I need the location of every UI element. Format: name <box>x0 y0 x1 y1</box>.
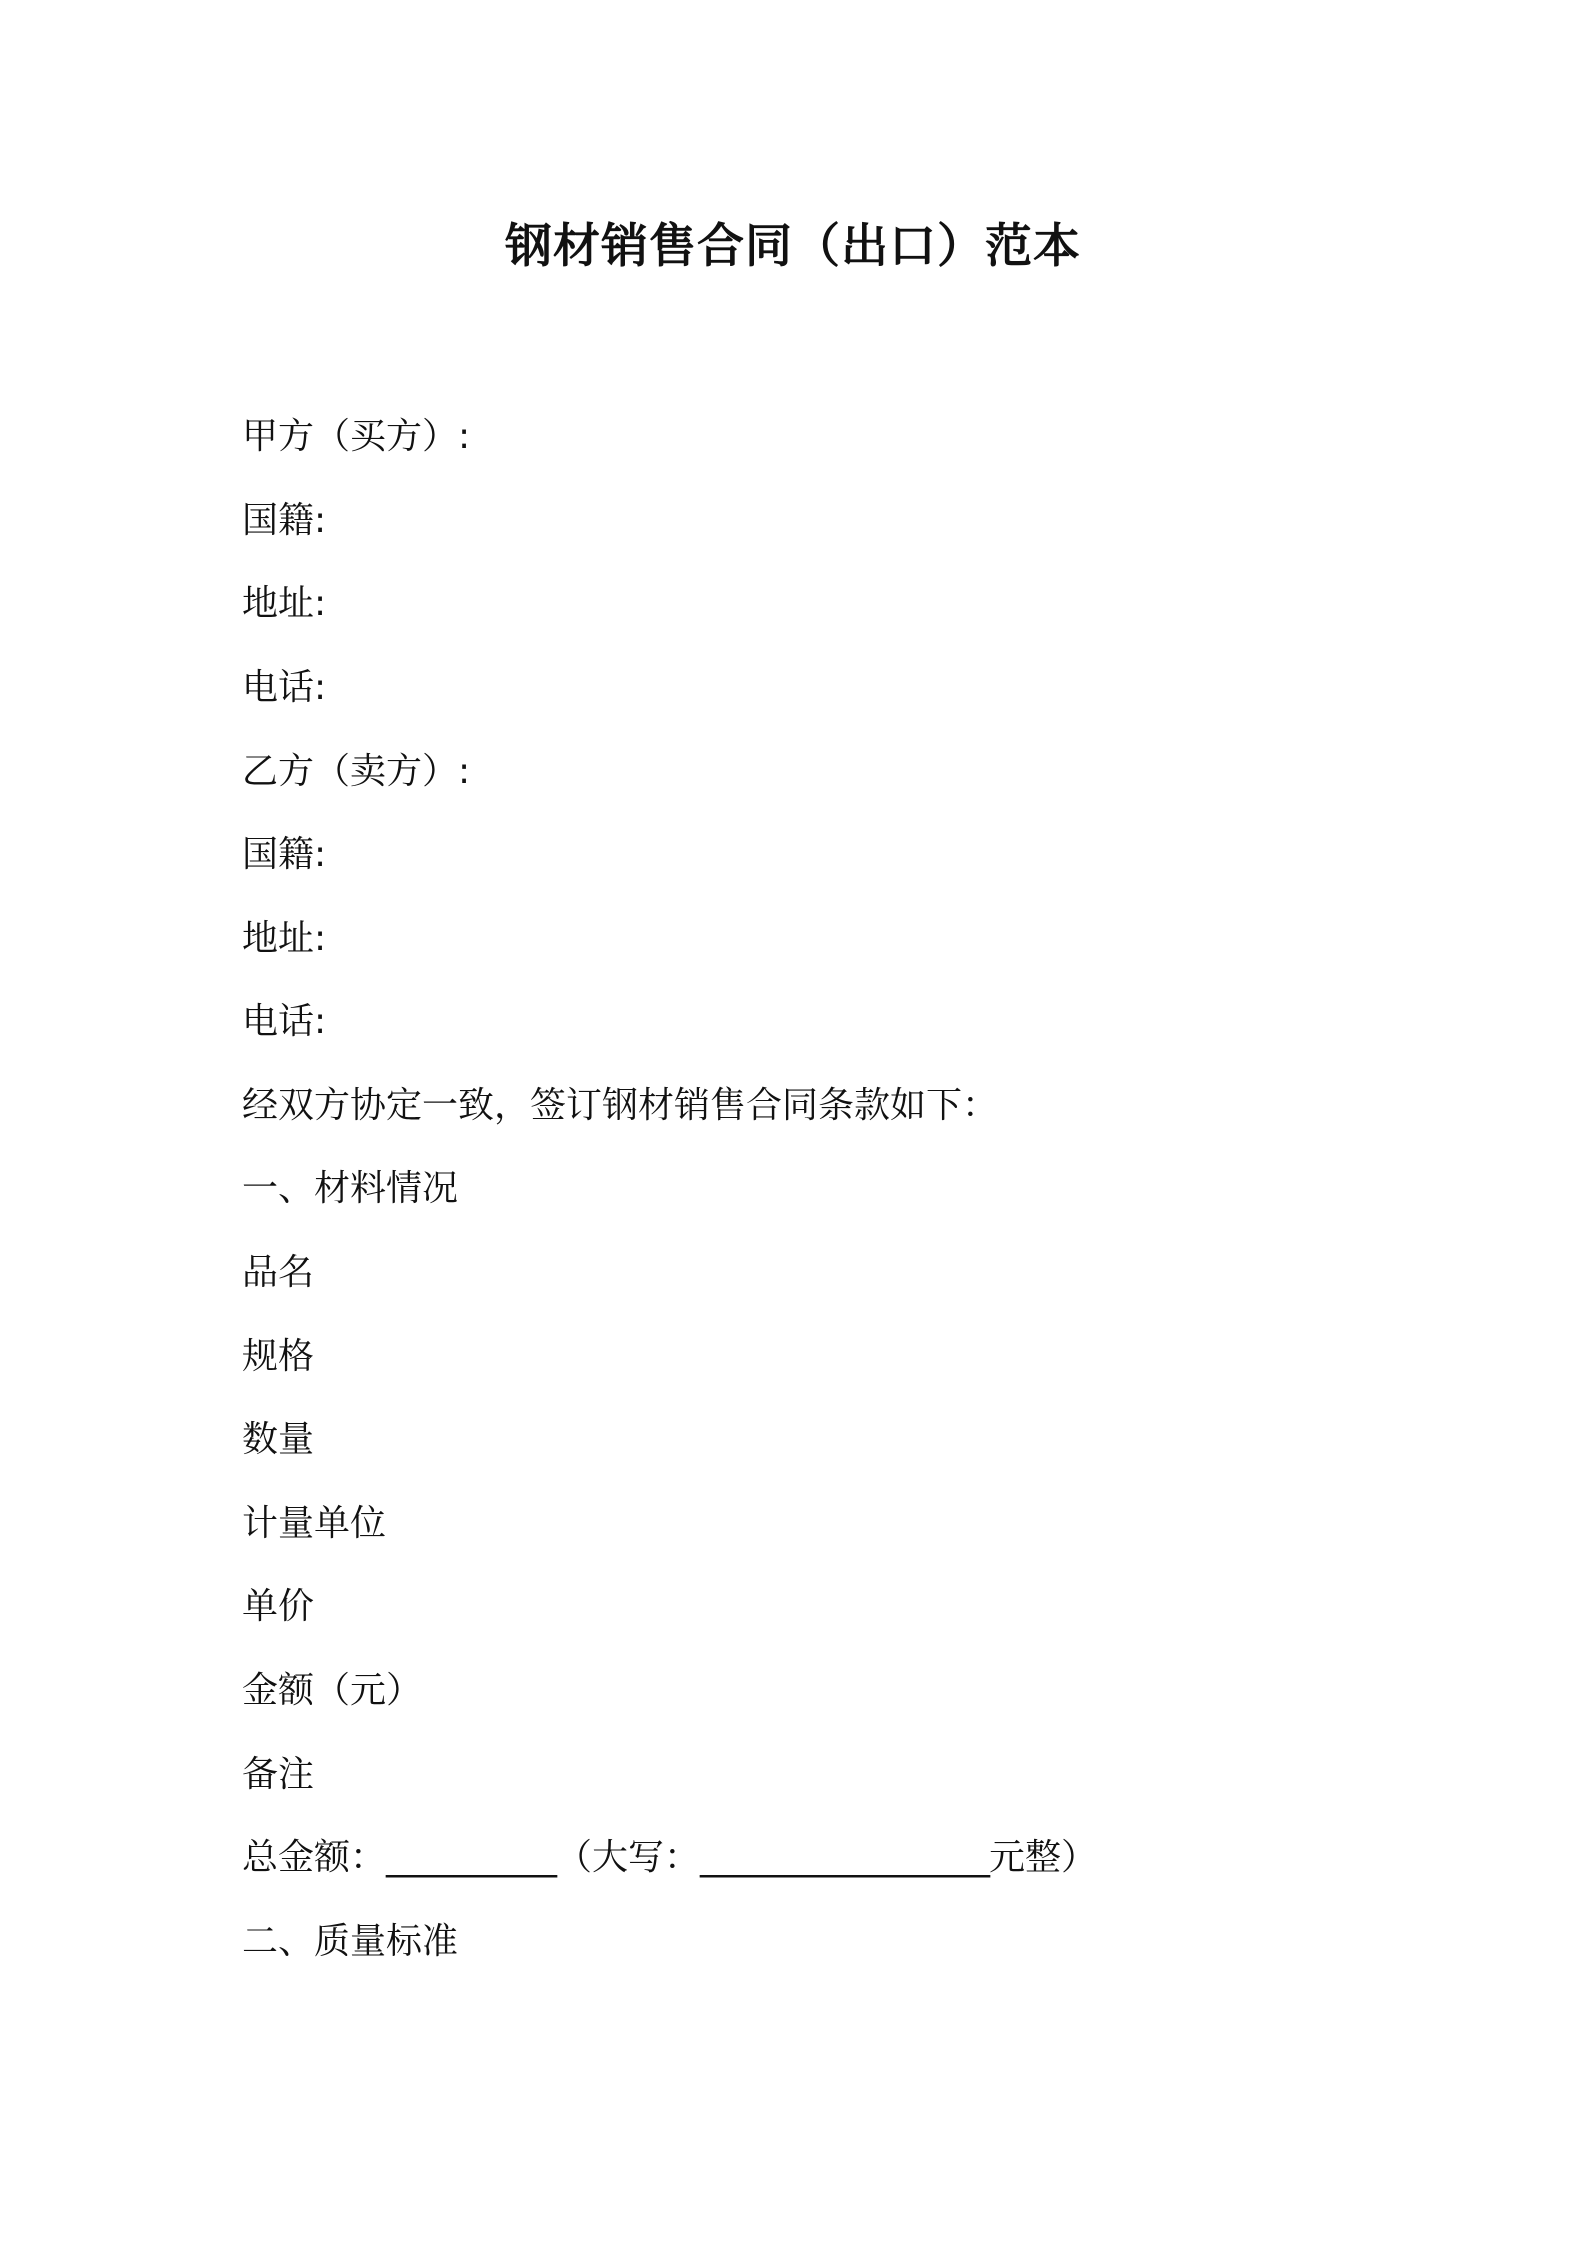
party-a-nationality-label: 国籍: <box>242 500 327 541</box>
field-specification: 规格 <box>242 1336 315 1377</box>
field-unit-price: 单价 <box>242 1586 315 1627</box>
party-a-phone-label: 电话: <box>242 667 327 708</box>
party-b-address-label: 地址: <box>242 918 327 959</box>
field-quantity: 数量 <box>242 1419 315 1460</box>
total-amount-label: 总金额： <box>242 1837 387 1878</box>
agreement-text: 经双方协定一致，签订钢材销售合同条款如下： <box>242 1085 999 1126</box>
section-two-heading: 二、质量标准 <box>242 1921 459 1962</box>
total-amount-line <box>242 1831 1097 1885</box>
capital-amount-blank: _________________ <box>700 1837 990 1878</box>
party-a-address-label: 地址: <box>242 583 327 624</box>
party-b-label: 乙方（卖方）: <box>242 751 471 792</box>
document-title: 钢材销售合同（出口）范本 <box>505 219 1081 274</box>
section-one-heading: 一、材料情况 <box>242 1168 459 1209</box>
field-product-name: 品名 <box>242 1252 315 1293</box>
field-amount: 金额（元） <box>242 1670 423 1711</box>
party-b-phone-label: 电话: <box>242 1001 327 1042</box>
capital-open: （大写： <box>556 1837 701 1878</box>
total-amount-blank: __________ <box>386 1837 557 1878</box>
party-b-nationality-label: 国籍: <box>242 834 327 875</box>
capital-close: 元整） <box>989 1837 1098 1878</box>
field-unit-of-measure: 计量单位 <box>242 1503 387 1544</box>
field-remarks: 备注 <box>242 1754 315 1795</box>
party-a-label: 甲方（买方）: <box>242 416 471 457</box>
